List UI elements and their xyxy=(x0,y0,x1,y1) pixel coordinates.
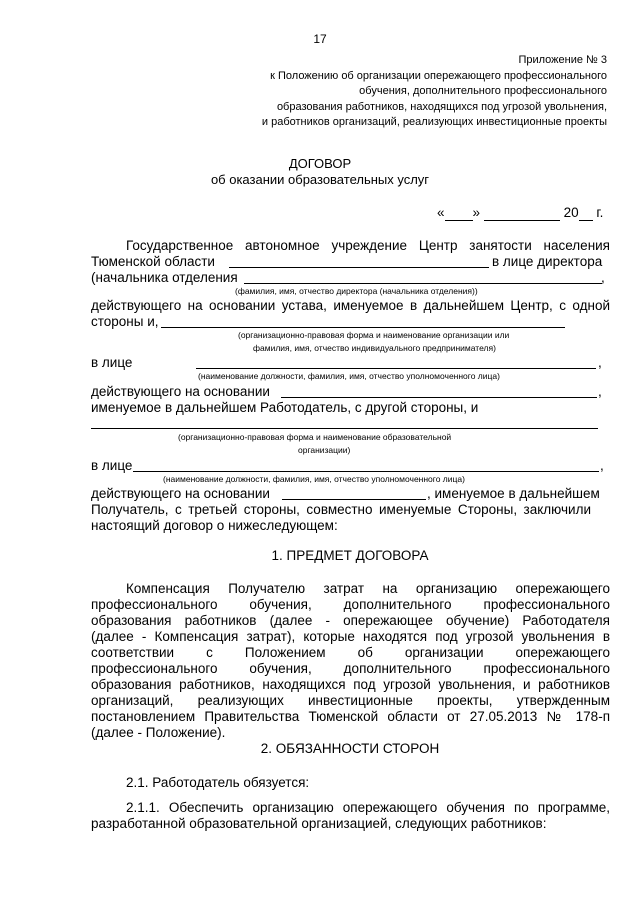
clause-2-1-1: 2.1.1. Обеспечить организацию опережающего обучения по программе, xyxy=(126,800,610,815)
field-hint: (организационно-правовая форма и наименование образовательной xyxy=(178,432,452,442)
preamble-director: в лице директора xyxy=(492,254,603,269)
in-person-label: в лице xyxy=(91,355,133,370)
preamble-branch-head: (начальника отделения xyxy=(91,270,238,285)
close-quote: » xyxy=(472,205,481,220)
comma: , xyxy=(598,384,602,399)
acting-basis-label: действующего на основании xyxy=(91,486,270,501)
paragraph-line: профессионального обучения, дополнительного профессионального xyxy=(91,661,610,676)
employer-line: именуемое в дальнейшем Работодатель, с другой стороны, и xyxy=(91,400,479,415)
month-blank xyxy=(484,205,560,221)
appendix-line: образования работников, находящихся под угрозой увольнения, xyxy=(276,101,607,113)
preamble-line: действующего на основании устава, именуемое в дальнейшем Центр, с одной xyxy=(91,298,610,313)
year-suffix: г. xyxy=(596,205,604,220)
comma: , xyxy=(601,270,605,285)
preamble-line: Государственное автономное учреждение Центр занятости населения xyxy=(126,238,610,253)
blank-line xyxy=(282,499,426,500)
field-hint: (наименование должности, фамилия, имя, отчество уполномоченного лица) xyxy=(163,474,465,484)
appendix-line: и работников организаций, реализующих инвестиционные проекты xyxy=(261,116,607,128)
day-blank xyxy=(445,205,473,221)
paragraph-line: профессионального обучения, дополнительного профессионального xyxy=(91,597,610,612)
comma: , xyxy=(598,355,602,370)
paragraph-line: соответствии с Положением об организации опережающего xyxy=(91,645,610,660)
field-hint: (фамилия, имя, отчество директора (начальника отделения)) xyxy=(235,286,478,296)
clause-2-1-1-cont: разработанной образовательной организацией, следующих работников: xyxy=(91,816,547,831)
acting-basis-label: действующего на основании xyxy=(91,384,270,399)
year-blank xyxy=(579,205,593,221)
document-subtitle: об оказании образовательных услуг xyxy=(210,172,430,187)
in-person-label: в лице xyxy=(91,458,133,473)
page-number: 17 xyxy=(313,32,327,46)
paragraph-line: Компенсация Получателю затрат на организацию опережающего xyxy=(126,581,610,596)
field-hint: организации) xyxy=(298,445,351,455)
blank-line xyxy=(281,397,597,398)
contract-date xyxy=(437,205,603,221)
blank-line xyxy=(196,368,596,369)
paragraph-line: организаций, реализующих инвестиционные проекты, утвержденным xyxy=(91,693,610,708)
paragraph-line: образования работников (далее - опережающее обучение) Работодателя xyxy=(91,613,610,628)
blank-line xyxy=(229,267,489,268)
preamble-region: Тюменской области xyxy=(91,254,215,269)
preamble-line: стороны и, xyxy=(91,314,159,329)
open-quote: « xyxy=(437,205,445,220)
section-1-heading: 1. ПРЕДМЕТ ДОГОВОРА xyxy=(271,548,429,563)
field-hint: фамилия, имя, отчество индивидуального предпринимателя) xyxy=(253,343,496,353)
year-prefix: 20 xyxy=(563,205,579,220)
field-hint: (наименование должности, фамилия, имя, отчество уполномоченного лица) xyxy=(198,371,500,381)
paragraph-line: постановлением Правительства Тюменской области от 27.05.2013 № 178-п xyxy=(91,709,610,724)
appendix-title: Приложение № 3 xyxy=(518,54,607,66)
blank-line xyxy=(161,327,565,328)
clause-2-1: 2.1. Работодатель обязуется: xyxy=(126,775,310,790)
blank-line xyxy=(244,283,602,284)
field-hint: (организационно-правовая форма и наименование организации или xyxy=(238,330,510,340)
recipient-line: Получатель, с третьей стороны, совместно именуемые Стороны, заключили xyxy=(91,502,591,517)
document-title: ДОГОВОР xyxy=(288,156,352,171)
section-2-heading: 2. ОБЯЗАННОСТИ СТОРОН xyxy=(260,741,440,756)
paragraph-line: образования работников, находящихся под угрозой увольнения, и работников xyxy=(91,677,610,692)
paragraph-line: (далее - Компенсация затрат), которые находятся под угрозой увольнения в xyxy=(91,629,610,644)
comma: , xyxy=(600,458,604,473)
paragraph-line: (далее - Положение). xyxy=(91,725,226,740)
appendix-line: к Положению об организации опережающего профессионального xyxy=(270,70,607,82)
appendix-line: обучения, дополнительного профессионального xyxy=(359,85,607,97)
blank-line xyxy=(91,428,598,429)
conclude-line: настоящий договор о нижеследующем: xyxy=(91,518,338,533)
named-hereinafter: , именуемое в дальнейшем xyxy=(427,486,600,501)
blank-line xyxy=(133,471,599,472)
